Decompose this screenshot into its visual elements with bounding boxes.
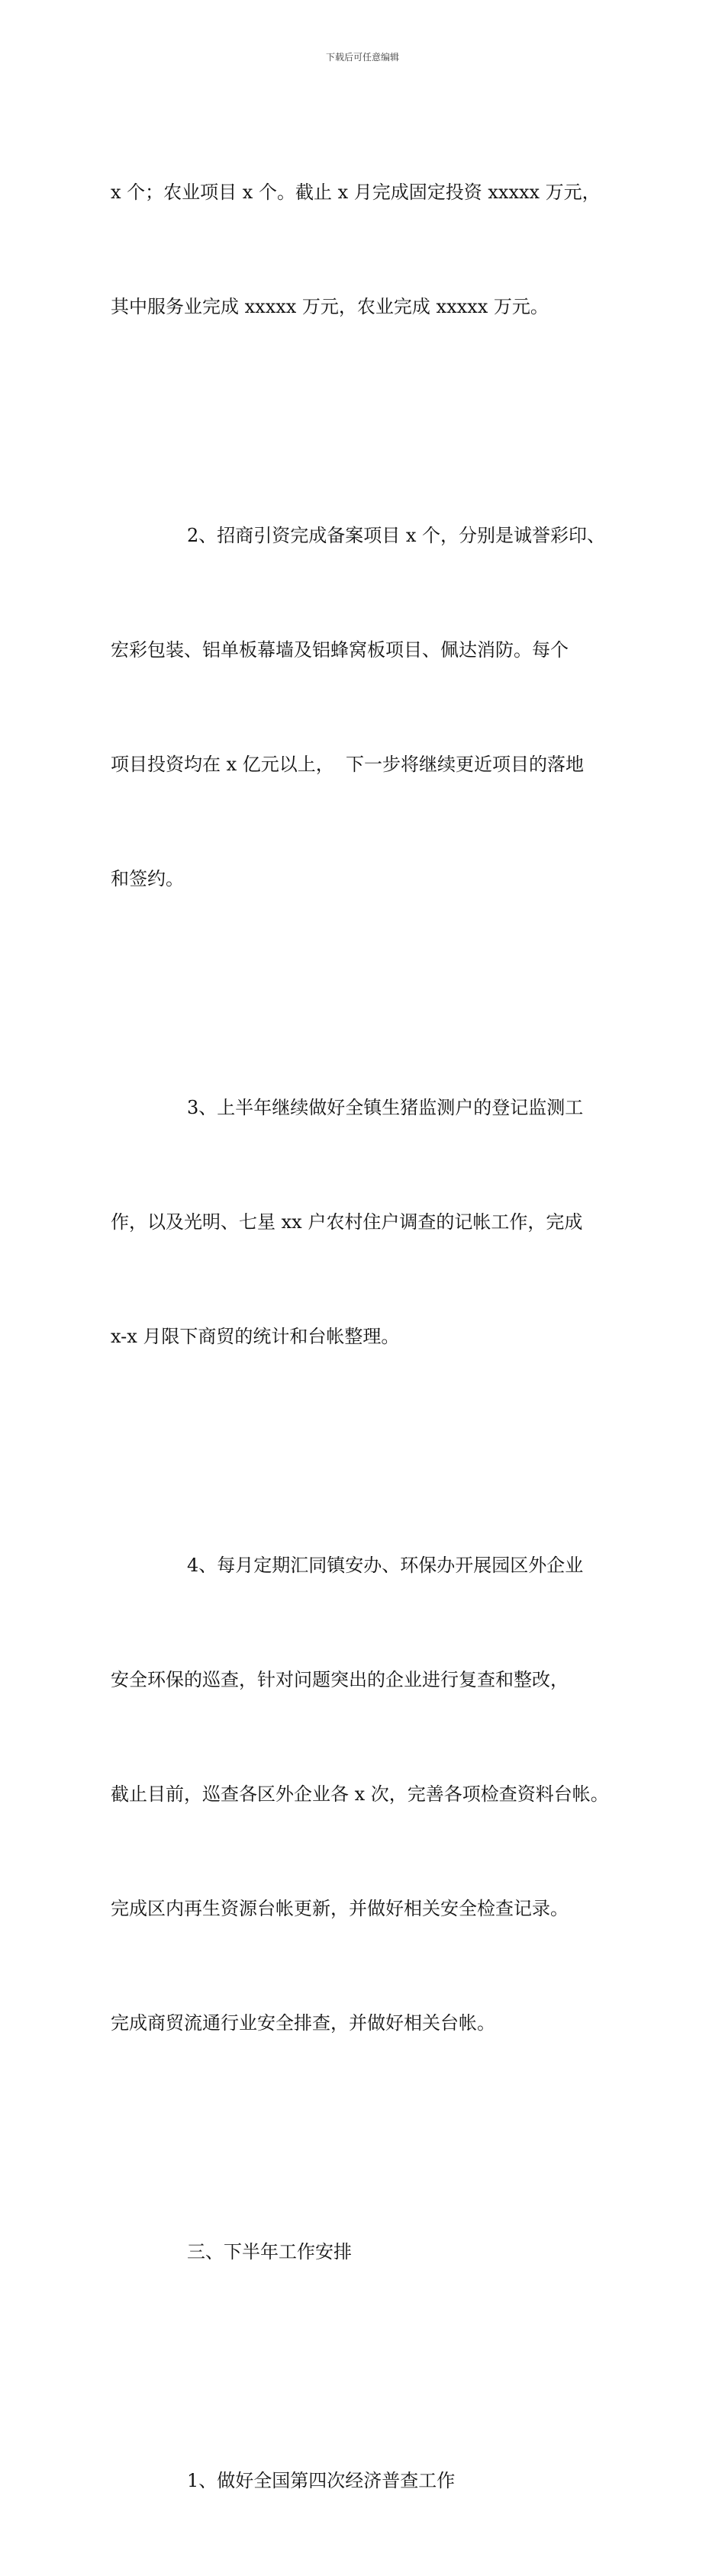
text-line: 1、做好全国第四次经济普查工作 bbox=[187, 2470, 456, 2491]
paragraph-gap bbox=[111, 974, 637, 1012]
paragraph-item-3 bbox=[111, 1012, 637, 1432]
text-line: 2、招商引资完成备案项目 x 个，分别是诚誉彩印、 bbox=[187, 525, 606, 546]
text-line: 宏彩包装、铝单板幕墙及铝蜂窝板项目、佩达消防。每个 bbox=[111, 639, 569, 661]
text-line: 3、上半年继续做好全镇生猪监测户的登记监测工 bbox=[187, 1097, 584, 1118]
paragraph-investment-summary bbox=[111, 97, 637, 402]
paragraph-item-4 bbox=[111, 1470, 637, 2118]
text-line: 作，以及光明、七星 xx 户农村住户调查的记帐工作，完成 bbox=[111, 1211, 583, 1233]
paragraph-gap bbox=[111, 2347, 637, 2385]
text-line: 安全环保的巡查，针对问题突出的企业进行复查和整改， bbox=[111, 1669, 569, 1690]
text-line: 截止目前，巡查各区外企业各 x 次，完善各项检查资料台帐。 bbox=[111, 1783, 609, 1805]
heading-line: 三、下半年工作安排 bbox=[187, 2241, 352, 2262]
paragraph-item-2 bbox=[111, 440, 637, 974]
text-line: 完成商贸流通行业安全排查，并做好相关台帐。 bbox=[111, 2012, 495, 2034]
page-header-note: 下载后可任意编辑 bbox=[325, 52, 399, 63]
paragraph-plan-item-1 bbox=[111, 2385, 637, 2576]
document-body bbox=[111, 97, 637, 2576]
paragraph-gap bbox=[111, 1432, 637, 1470]
text-line: 和签约。 bbox=[111, 868, 184, 889]
paragraph-gap bbox=[111, 402, 637, 440]
paragraph-gap bbox=[111, 2118, 637, 2156]
text-line: 项目投资均在 x 亿元以上， 下一步将继续更近项目的落地 bbox=[111, 754, 585, 775]
text-line: 其中服务业完成 xxxxx 万元，农业完成 xxxxx 万元。 bbox=[111, 296, 549, 317]
text-line: 完成区内再生资源台帐更新，并做好相关安全检查记录。 bbox=[111, 1898, 569, 1919]
text-line: x 个；农业项目 x 个。截止 x 月完成固定投资 xxxxx 万元， bbox=[111, 182, 601, 203]
text-line: x-x 月限下商贸的统计和台帐整理。 bbox=[111, 1326, 400, 1347]
section-heading-second-half-plan bbox=[111, 2156, 637, 2347]
text-line: 4、每月定期汇同镇安办、环保办开展园区外企业 bbox=[187, 1555, 584, 1576]
